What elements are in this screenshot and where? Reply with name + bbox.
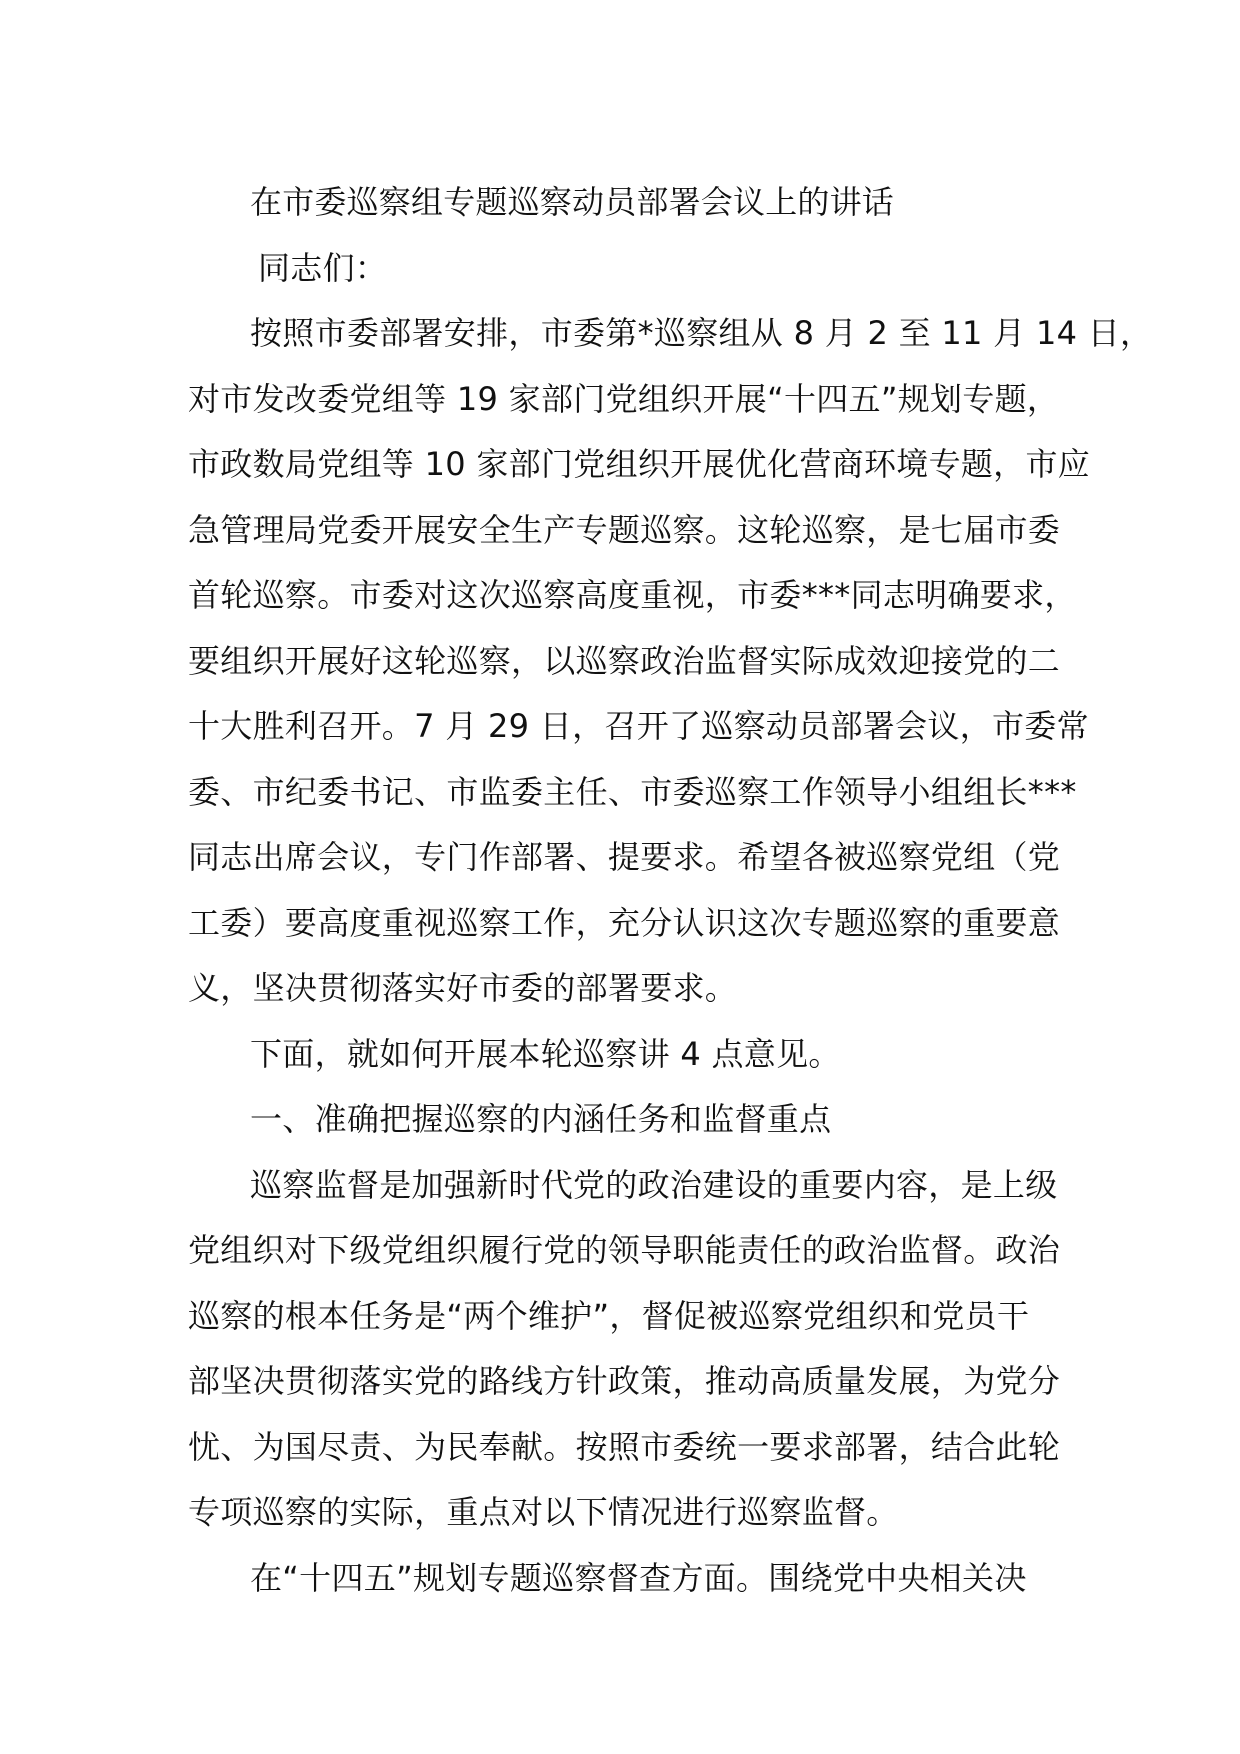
text-line: 部坚决贯彻落实党的路线方针政策，推动高质量发展，为党分 xyxy=(188,1362,1061,1400)
text-line: 下面，就如何开展本轮巡察讲 4 点意见。 xyxy=(250,1034,841,1073)
text-line: 巡察的根本任务是“两个维护”，督促被巡察党组织和党员干 xyxy=(188,1296,1030,1335)
text-line: 急管理局党委开展安全生产专题巡察。这轮巡察，是七届市委 xyxy=(188,510,1061,549)
document-title: 在市委巡察组专题巡察动员部署会议上的讲话 xyxy=(250,183,895,221)
salutation: 同志们： xyxy=(258,248,388,287)
text-line: 同志出席会议，专门作部署、提要求。希望各被巡察党组（党 xyxy=(188,838,1061,876)
text-line: 对市发改委党组等 19 家部门党组织开展“十四五”规划专题， xyxy=(188,379,1060,418)
text-line: 在“十四五”规划专题巡察督查方面。围绕党中央相关决 xyxy=(250,1558,1027,1597)
text-line: 忧、为国尽责、为民奉献。按照市委统一要求部署，结合此轮 xyxy=(188,1427,1061,1466)
text-line: 工委）要高度重视巡察工作，充分认识这次专题巡察的重要意 xyxy=(188,903,1061,942)
section-heading: 一、准确把握巡察的内涵任务和监督重点 xyxy=(250,1100,832,1138)
text-line: 按照市委部署安排，市委第*巡察组从 8 月 2 至 11 月 14 日， xyxy=(250,314,1153,352)
text-line: 专项巡察的实际，重点对以下情况进行巡察监督。 xyxy=(188,1493,899,1531)
text-line: 委、市纪委书记、市监委主任、市委巡察工作领导小组组长*** xyxy=(188,772,1077,811)
text-line: 市政数局党组等 10 家部门党组织开展优化营商环境专题，市应 xyxy=(188,445,1091,483)
text-line: 党组织对下级党组织履行党的领导职能责任的政治监督。政治 xyxy=(188,1231,1061,1269)
text-line: 首轮巡察。市委对这次巡察高度重视，市委***同志明确要求， xyxy=(188,576,1077,614)
document-body xyxy=(188,170,1153,1611)
text-line: 要组织开展好这轮巡察，以巡察政治监督实际成效迎接党的二 xyxy=(188,641,1061,680)
text-line: 义，坚决贯彻落实好市委的部署要求。 xyxy=(188,969,738,1007)
text-line: 巡察监督是加强新时代党的政治建设的重要内容，是上级 xyxy=(250,1165,1058,1204)
text-line: 十大胜利召开。7 月 29 日，召开了巡察动员部署会议，市委常 xyxy=(188,707,1089,745)
